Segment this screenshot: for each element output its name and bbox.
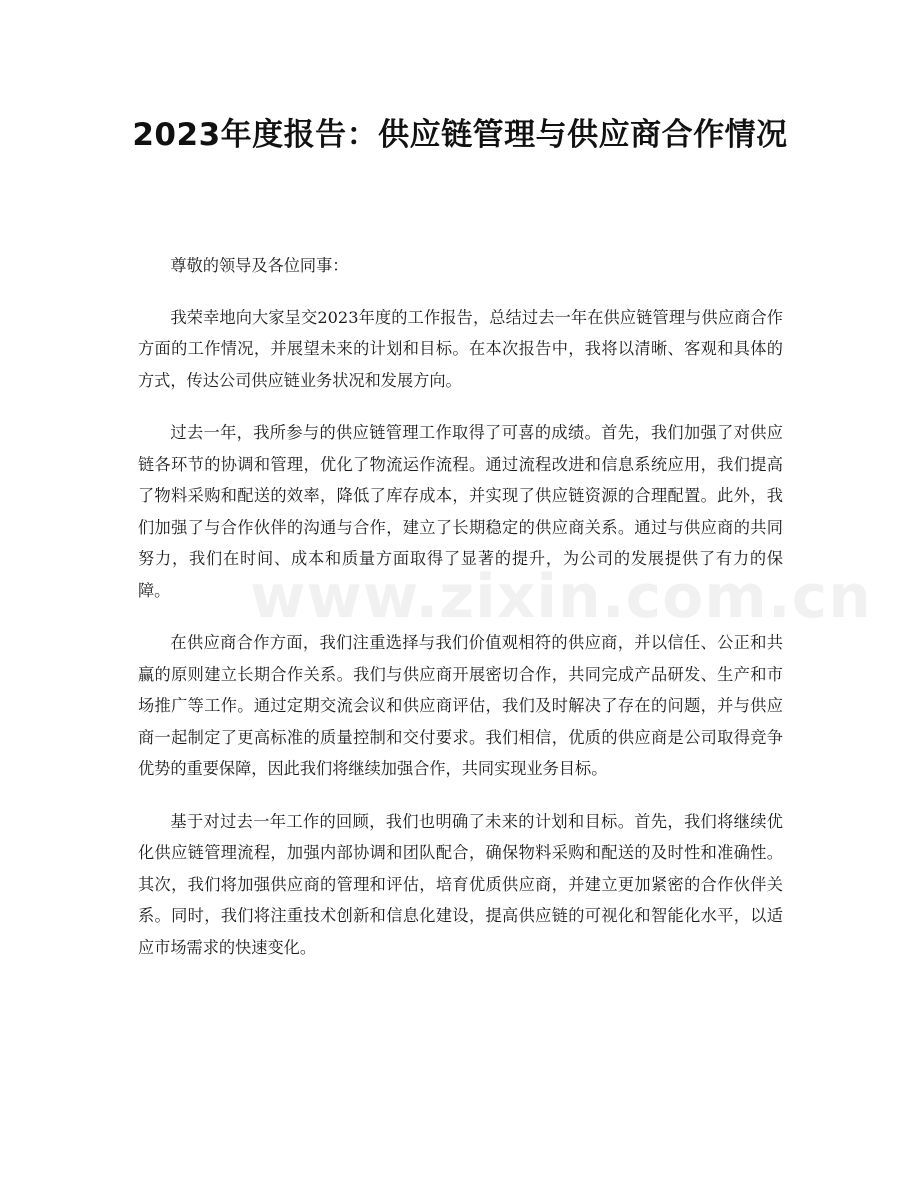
paragraph-achievements: 过去一年，我所参与的供应链管理工作取得了可喜的成绩。首先，我们加强了对供应链各环节的协调和管理，优化了物流运作流程。通过流程改进和信息系统应用，我们提高了物料采购和配送的效率，降低了库存成本，并实现了供应链资源的合理配置。此外，我们加强了与合作伙伴的沟通与合作，建立了长期稳定的供应商关系。通过与供应商的共同努力，我们在时间、成本和质量方面取得了显著的提升，为公司的发展提供了有力的保障。 <box>138 423 783 600</box>
document-title: 2023年度报告：供应链管理与供应商合作情况 <box>132 117 788 153</box>
paragraph-future-plans: 基于对过去一年工作的回顾，我们也明确了未来的计划和目标。首先，我们将继续优化供应链管理流程，加强内部协调和团队配合，确保物料采购和配送的及时性和准确性。其次，我们将加强供应商的管理和评估，培育优质供应商，并建立更加紧密的合作伙伴关系。同时，我们将注重技术创新和信息化建设，提高供应链的可视化和智能化水平，以适应市场需求的快速变化。 <box>138 811 783 957</box>
watermark: www.zixin.com.cn <box>250 562 872 632</box>
salutation: 尊敬的领导及各位同事： <box>170 256 349 275</box>
document-body <box>138 250 872 984</box>
paragraph-intro: 我荣幸地向大家呈交2023年度的工作报告，总结过去一年在供应链管理与供应商合作方面的工作情况，并展望未来的计划和目标。在本次报告中，我将以清晰、客观和具体的方式，传达公司供应链业务状况和发展方向。 <box>138 307 783 390</box>
paragraph-supplier-cooperation: 在供应商合作方面，我们注重选择与我们价值观相符的供应商，并以信任、公正和共赢的原则建立长期合作关系。我们与供应商开展密切合作，共同完成产品研发、生产和市场推广等工作。通过定期交流会议和供应商评估，我们及时解决了存在的问题，并与供应商一起制定了更高标准的质量控制和交付要求。我们相信，优质的供应商是公司取得竞争优势的重要保障，因此我们将继续加强合作，共同实现业务目标。 <box>138 633 783 778</box>
